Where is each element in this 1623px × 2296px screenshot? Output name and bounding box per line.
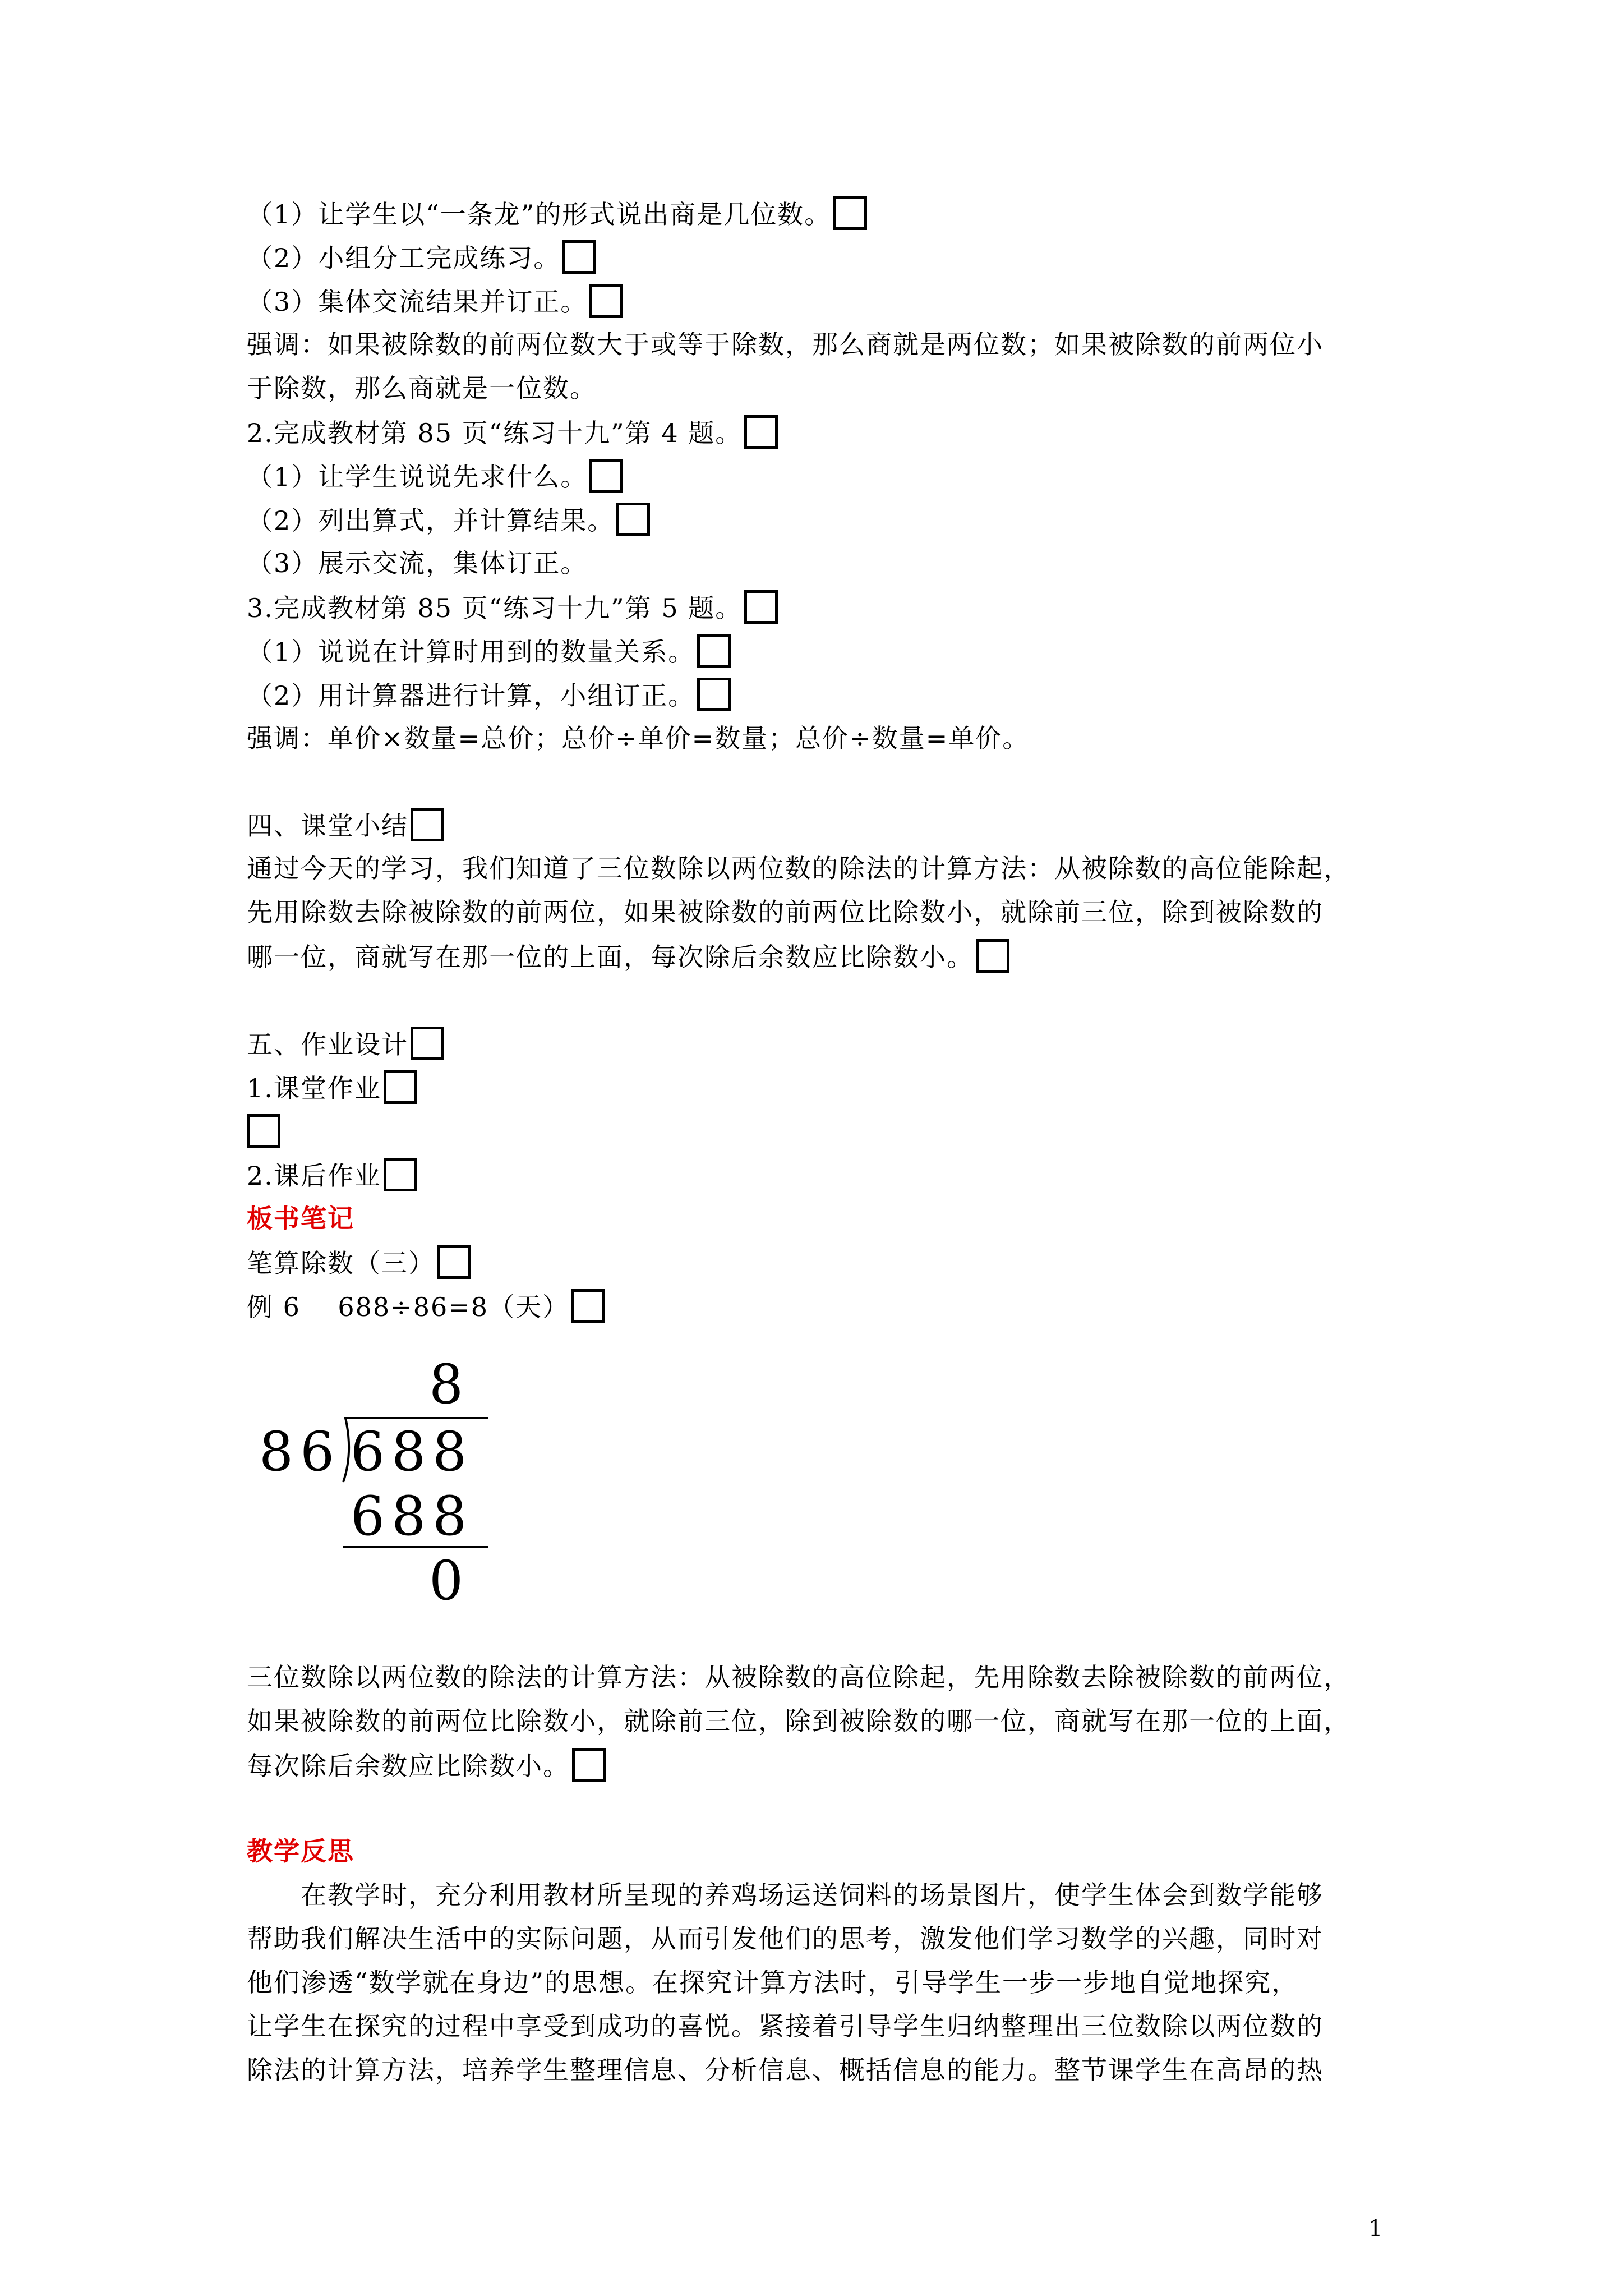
checkbox[interactable]: [616, 503, 650, 536]
reflection-line: 除法的计算方法，培养学生整理信息、分析信息、概括信息的能力。整节课学生在高昂的热: [247, 2055, 1324, 2085]
checkbox[interactable]: [744, 590, 778, 624]
product: 688: [351, 1485, 474, 1548]
checkbox[interactable]: [589, 459, 623, 493]
board-notes-heading: 板书笔记: [247, 1203, 354, 1234]
emphasis-line: 强调：单价×数量=总价；总价÷单价=数量；总价÷数量=单价。: [247, 723, 1030, 753]
checkbox[interactable]: [697, 678, 731, 711]
summary-line: 通过今天的学习，我们知道了三位数除以两位数的除法的计算方法：从被除数的高位能除起，: [247, 853, 1350, 884]
step-line: （1）说说在计算时用到的数量关系。: [247, 634, 731, 670]
board-title-line: 笔算除数（三）: [247, 1245, 471, 1281]
checkbox[interactable]: [589, 284, 623, 318]
checkbox[interactable]: [384, 1070, 417, 1104]
empty-line: [247, 1114, 280, 1150]
checkbox[interactable]: [562, 240, 596, 274]
long-division-figure: [247, 1346, 527, 1612]
summary-line: 哪一位，商就写在那一位的上面，每次除后余数应比除数小。: [247, 939, 1009, 975]
exercise-line: 2.完成教材第 85 页“练习十九”第 4 题。: [247, 415, 778, 451]
quotient: 8: [429, 1353, 471, 1416]
page-number: 1: [1368, 2216, 1383, 2242]
emphasis-line: 于除数，那么商就是一位数。: [247, 373, 597, 403]
dividend: 688: [351, 1420, 474, 1483]
method-line: 三位数除以两位数的除法的计算方法：从被除数的高位除起，先用除数去除被除数的前两位，: [247, 1662, 1350, 1692]
homework-line: 1.课堂作业: [247, 1070, 417, 1106]
checkbox[interactable]: [437, 1245, 471, 1279]
method-line: 每次除后余数应比除数小。: [247, 1748, 606, 1784]
summary-line: 先用除数去除被除数的前两位，如果被除数的前两位比除数小，就除前三位，除到被除数的: [247, 897, 1324, 927]
divisor: 86: [259, 1420, 342, 1483]
step-line: （2）小组分工完成练习。: [247, 240, 596, 276]
reflection-line: 他们渗透“数学就在身边”的思想。在探究计算方法时，引导学生一步一步地自觉地探究，: [247, 1967, 1299, 1998]
exercise-line: 3.完成教材第 85 页“练习十九”第 5 题。: [247, 590, 778, 626]
checkbox[interactable]: [571, 1289, 605, 1323]
reflection-heading: 教学反思: [247, 1836, 354, 1866]
division-bracket: [343, 1418, 488, 1482]
reflection-line: 在教学时，充分利用教材所呈现的养鸡场运送饲料的场景图片，使学生体会到数学能够: [301, 1880, 1324, 1910]
checkbox[interactable]: [411, 1027, 444, 1060]
example-line: 例 6 688÷86=8（天）: [247, 1289, 605, 1325]
step-line: （2）用计算器进行计算，小组订正。: [247, 678, 731, 714]
reflection-line: 让学生在探究的过程中享受到成功的喜悦。紧接着引导学生归纳整理出三位数除以两位数的: [247, 2011, 1324, 2041]
division-bracket-lines: [247, 1346, 527, 1604]
step-line: （3）展示交流，集体订正。: [247, 548, 588, 578]
section-heading: 四、课堂小结: [247, 808, 444, 844]
checkbox[interactable]: [572, 1748, 606, 1782]
remainder: 0: [429, 1549, 471, 1612]
homework-line: 2.课后作业: [247, 1158, 417, 1194]
checkbox[interactable]: [744, 415, 778, 449]
checkbox[interactable]: [697, 634, 731, 668]
checkbox[interactable]: [833, 196, 867, 230]
step-line: （1）让学生以“一条龙”的形式说出商是几位数。: [247, 196, 867, 232]
step-line: （3）集体交流结果并订正。: [247, 284, 623, 320]
reflection-line: 帮助我们解决生活中的实际问题，从而引发他们的思考，激发他们学习数学的兴趣，同时对: [247, 1924, 1324, 1954]
checkbox[interactable]: [411, 808, 444, 841]
method-line: 如果被除数的前两位比除数小，就除前三位，除到被除数的哪一位，商就写在那一位的上面，: [247, 1706, 1350, 1736]
step-line: （2）列出算式，并计算结果。: [247, 503, 650, 539]
checkbox[interactable]: [247, 1114, 280, 1148]
checkbox[interactable]: [384, 1158, 417, 1191]
checkbox[interactable]: [976, 939, 1009, 973]
step-line: （1）让学生说说先求什么。: [247, 459, 623, 495]
emphasis-line: 强调：如果被除数的前两位数大于或等于除数，那么商就是两位数；如果被除数的前两位小: [247, 329, 1324, 360]
section-heading: 五、作业设计: [247, 1027, 444, 1062]
